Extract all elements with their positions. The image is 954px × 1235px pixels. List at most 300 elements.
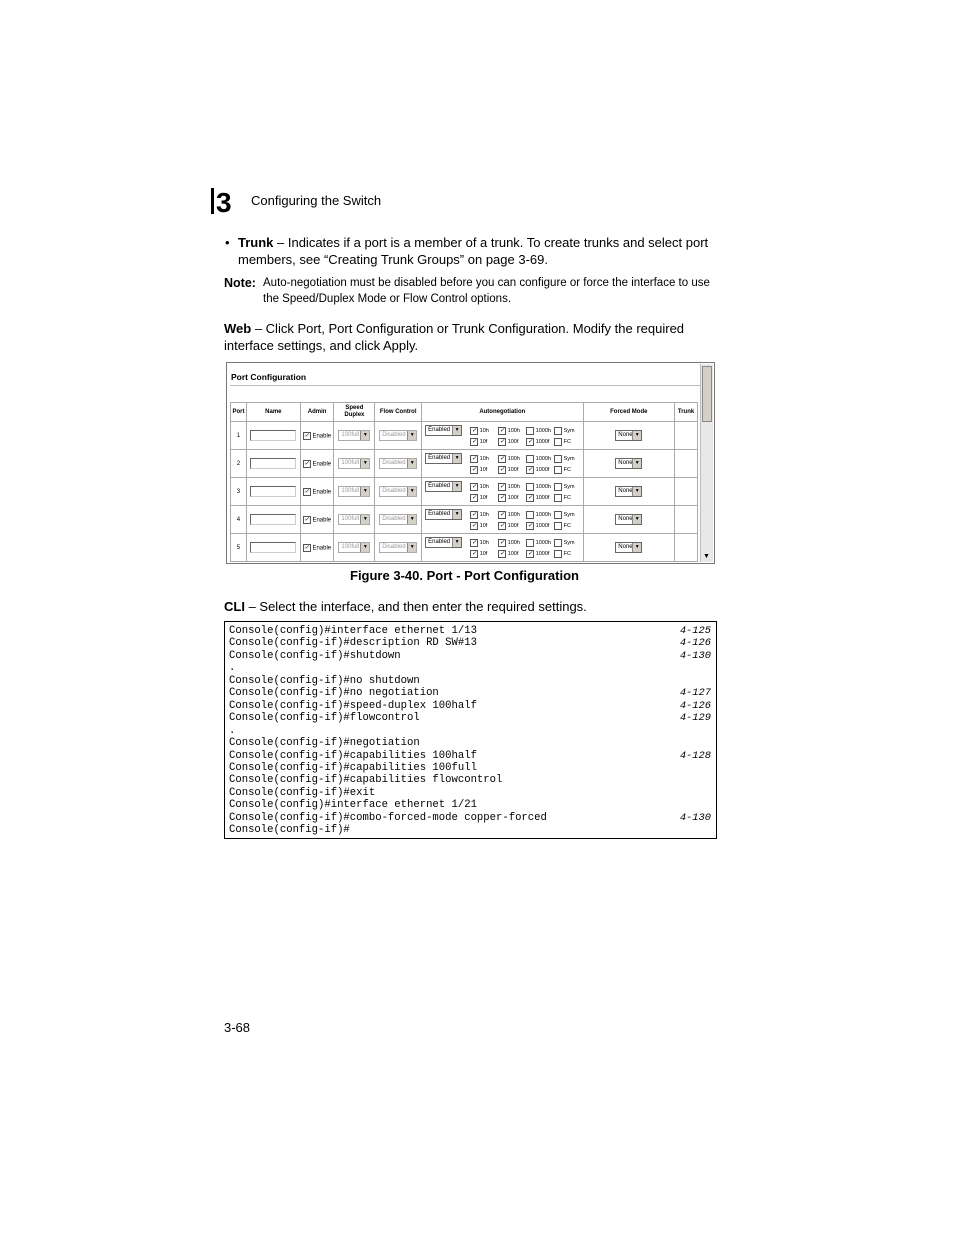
code-page-ref: 4-128 bbox=[679, 749, 711, 762]
cap-label: Sym bbox=[563, 428, 575, 434]
figure-caption: Figure 3-40. Port - Port Configuration bbox=[350, 568, 579, 583]
autoneg-cell bbox=[422, 534, 583, 562]
cap-checkbox[interactable]: ✓ bbox=[471, 438, 477, 445]
cap-label: 1000f bbox=[535, 467, 550, 473]
cap-option[interactable] bbox=[526, 510, 554, 521]
name-cell bbox=[246, 478, 300, 506]
cap-option[interactable] bbox=[526, 482, 554, 493]
code-line: . bbox=[229, 724, 236, 737]
title-divider bbox=[230, 385, 710, 386]
cap-checkbox[interactable]: ✓ bbox=[527, 550, 533, 557]
cap-checkbox[interactable]: ✓ bbox=[471, 427, 477, 434]
port-row bbox=[231, 478, 698, 506]
code-line: Console(config)#interface ethernet 1/21 bbox=[229, 799, 477, 812]
cap-label: 1000h bbox=[535, 484, 551, 490]
name-cell bbox=[246, 422, 300, 450]
forced-value: None bbox=[618, 460, 633, 466]
code-line: Console(config-if)#flowcontrol bbox=[229, 712, 420, 725]
flow-cell bbox=[375, 506, 422, 534]
cap-checkbox[interactable]: ✓ bbox=[471, 522, 477, 529]
autoneg-cell bbox=[422, 450, 583, 478]
admin-enable-checkbox[interactable]: ✓ bbox=[304, 432, 310, 439]
cap-label: 10h bbox=[479, 540, 489, 546]
code-page-ref: 4-125 bbox=[679, 625, 711, 637]
trunk-cell bbox=[675, 534, 698, 562]
cap-checkbox[interactable]: ✓ bbox=[471, 550, 477, 557]
cap-option[interactable] bbox=[498, 454, 526, 465]
col-port: Port bbox=[231, 403, 247, 422]
col-admin: Admin bbox=[300, 403, 334, 422]
cap-option[interactable] bbox=[554, 538, 582, 549]
cap-label: 10f bbox=[479, 467, 488, 473]
trunk-cell bbox=[675, 478, 698, 506]
cap-label: 100h bbox=[507, 456, 520, 462]
cap-label: 10h bbox=[479, 456, 489, 462]
cap-checkbox[interactable]: ✓ bbox=[499, 455, 505, 462]
cap-checkbox[interactable]: ✓ bbox=[471, 494, 477, 501]
code-page-ref: 4-130 bbox=[679, 811, 711, 824]
col-trunk: Trunk bbox=[675, 403, 698, 422]
chevron-down-icon: ▼ bbox=[407, 487, 416, 496]
code-line: Console(config-if)#no shutdown bbox=[229, 674, 420, 687]
code-page-ref: 4-127 bbox=[679, 687, 711, 700]
cap-label: 100f bbox=[507, 467, 519, 473]
cap-label: 1000f bbox=[535, 551, 550, 557]
autoneg-value: Enabled bbox=[428, 539, 451, 545]
cap-option[interactable] bbox=[470, 493, 498, 504]
cap-label: 100f bbox=[507, 495, 519, 501]
cap-checkbox[interactable]: ✓ bbox=[499, 483, 505, 490]
port-name-input[interactable] bbox=[250, 458, 296, 469]
chevron-down-icon: ▼ bbox=[360, 459, 369, 468]
forced-cell bbox=[583, 506, 675, 534]
cap-checkbox[interactable]: ✓ bbox=[499, 427, 505, 434]
cap-checkbox[interactable] bbox=[554, 455, 562, 463]
chevron-down-icon: ▼ bbox=[452, 454, 461, 463]
code-page-ref: 4-130 bbox=[679, 649, 711, 662]
admin-cell bbox=[300, 478, 334, 506]
cap-checkbox[interactable]: ✓ bbox=[499, 550, 505, 557]
cap-label: 100h bbox=[507, 512, 520, 518]
cap-option[interactable] bbox=[470, 521, 498, 532]
port-row bbox=[231, 506, 698, 534]
cap-checkbox[interactable] bbox=[526, 483, 534, 491]
chevron-down-icon: ▼ bbox=[452, 426, 461, 435]
autonegotiation-select[interactable] bbox=[425, 453, 462, 464]
note-text: Auto-negotiation must be disabled before you can configure or force the interface to use the Speed/Duplex Mode or Flow Control options. bbox=[263, 277, 710, 305]
flow-cell bbox=[375, 422, 422, 450]
chevron-down-icon: ▼ bbox=[360, 431, 369, 440]
port-number: 4 bbox=[231, 506, 247, 534]
code-line: Console(config-if)#speed-duplex 100half bbox=[229, 699, 477, 712]
cap-label: Sym bbox=[563, 512, 575, 518]
capabilities bbox=[470, 538, 585, 560]
cap-option[interactable] bbox=[498, 538, 526, 549]
cap-option[interactable] bbox=[554, 493, 582, 504]
flow-control-select[interactable] bbox=[379, 542, 417, 553]
chevron-down-icon: ▼ bbox=[407, 515, 416, 524]
code-line: Console(config-if)#capabilities flowcontrol bbox=[229, 774, 503, 787]
port-name-input[interactable] bbox=[250, 486, 296, 497]
cap-option[interactable] bbox=[470, 510, 498, 521]
flow-value: Disabled bbox=[382, 544, 406, 550]
chevron-down-icon: ▼ bbox=[407, 543, 416, 552]
cap-label: Sym bbox=[563, 540, 575, 546]
chevron-down-icon: ▼ bbox=[452, 482, 461, 491]
cap-option[interactable] bbox=[498, 521, 526, 532]
chevron-down-icon: ▼ bbox=[452, 510, 461, 519]
col-flow-control: Flow Control bbox=[375, 403, 422, 422]
cap-option[interactable] bbox=[470, 465, 498, 476]
code-line: Console(config-if)#negotiation bbox=[229, 737, 420, 750]
autoneg-cell bbox=[422, 478, 583, 506]
chevron-down-icon: ▼ bbox=[360, 515, 369, 524]
scroll-down-icon[interactable]: ▼ bbox=[703, 553, 710, 560]
autoneg-value: Enabled bbox=[428, 427, 451, 433]
cap-option[interactable] bbox=[554, 426, 582, 437]
cap-label: 10h bbox=[479, 484, 489, 490]
cap-option[interactable] bbox=[470, 437, 498, 448]
speed-duplex-select[interactable] bbox=[338, 486, 370, 497]
chapter-title: Configuring the Switch bbox=[251, 193, 382, 208]
autonegotiation-select[interactable] bbox=[425, 537, 462, 548]
cap-label: 10h bbox=[479, 512, 489, 518]
cap-option[interactable] bbox=[554, 549, 582, 560]
flow-control-select[interactable] bbox=[379, 514, 417, 525]
cap-checkbox[interactable]: ✓ bbox=[471, 539, 477, 546]
admin-enable-checkbox[interactable]: ✓ bbox=[304, 544, 310, 551]
port-table bbox=[230, 402, 698, 562]
cap-checkbox[interactable]: ✓ bbox=[499, 466, 505, 473]
cap-checkbox[interactable]: ✓ bbox=[499, 522, 505, 529]
forced-mode-select[interactable] bbox=[615, 458, 642, 469]
cap-checkbox[interactable]: ✓ bbox=[471, 511, 477, 518]
cap-label: 10f bbox=[479, 523, 488, 529]
admin-cell bbox=[300, 534, 334, 562]
note-label: Note: bbox=[224, 276, 256, 290]
admin-enable-checkbox[interactable]: ✓ bbox=[304, 460, 310, 467]
flow-value: Disabled bbox=[382, 432, 406, 438]
chevron-down-icon: ▼ bbox=[632, 431, 641, 440]
cap-option[interactable] bbox=[554, 482, 582, 493]
cap-checkbox[interactable]: ✓ bbox=[527, 522, 533, 529]
cap-checkbox[interactable]: ✓ bbox=[471, 455, 477, 462]
autonegotiation-select[interactable] bbox=[425, 481, 462, 492]
cap-checkbox[interactable]: ✓ bbox=[527, 438, 533, 445]
cap-option[interactable] bbox=[470, 454, 498, 465]
scrollbar-thumb[interactable] bbox=[702, 366, 712, 422]
cap-option[interactable] bbox=[498, 437, 526, 448]
cap-label: Sym bbox=[563, 456, 575, 462]
trunk-cell bbox=[675, 506, 698, 534]
capabilities bbox=[470, 454, 585, 476]
flow-control-select[interactable] bbox=[379, 486, 417, 497]
trunk-cell bbox=[675, 450, 698, 478]
port-configuration-screenshot bbox=[226, 362, 715, 564]
speed-duplex-select[interactable] bbox=[338, 430, 370, 441]
cap-checkbox[interactable] bbox=[554, 539, 562, 547]
cap-option[interactable] bbox=[498, 510, 526, 521]
code-line: Console(config-if)#capabilities 100full bbox=[229, 761, 477, 774]
svg-text:3: 3 bbox=[216, 187, 232, 216]
cap-option[interactable] bbox=[554, 510, 582, 521]
forced-mode-select[interactable] bbox=[615, 542, 642, 553]
admin-enable-checkbox[interactable]: ✓ bbox=[304, 488, 310, 495]
code-page-ref: 4-126 bbox=[679, 637, 711, 650]
cap-option[interactable] bbox=[498, 549, 526, 560]
cap-checkbox[interactable]: ✓ bbox=[471, 466, 477, 473]
port-row bbox=[231, 534, 698, 562]
cap-option[interactable] bbox=[526, 549, 554, 560]
col-autonegotiation: Autonegotiation bbox=[422, 403, 583, 422]
speed-duplex-select[interactable] bbox=[338, 542, 370, 553]
chevron-down-icon: ▼ bbox=[632, 487, 641, 496]
flow-control-select[interactable] bbox=[379, 458, 417, 469]
chevron-down-icon: ▼ bbox=[360, 487, 369, 496]
cap-label: FC bbox=[563, 523, 571, 529]
cap-option[interactable] bbox=[554, 437, 582, 448]
cli-term: CLI bbox=[224, 599, 245, 614]
speed-cell bbox=[334, 534, 375, 562]
speed-cell bbox=[334, 478, 375, 506]
page-number: 3-68 bbox=[224, 1020, 251, 1035]
cap-label: 10f bbox=[479, 551, 488, 557]
cap-checkbox[interactable] bbox=[526, 539, 534, 547]
cap-label: FC bbox=[563, 439, 571, 445]
col-forced-mode: Forced Mode bbox=[583, 403, 675, 422]
flow-value: Disabled bbox=[382, 488, 406, 494]
speed-cell bbox=[334, 506, 375, 534]
name-cell bbox=[246, 534, 300, 562]
cap-option[interactable] bbox=[526, 521, 554, 532]
cap-option[interactable] bbox=[498, 493, 526, 504]
name-cell bbox=[246, 506, 300, 534]
col-speed-duplex bbox=[334, 403, 375, 422]
autonegotiation-select[interactable] bbox=[425, 509, 462, 520]
screenshot-title: Port Configuration bbox=[231, 372, 307, 382]
capabilities bbox=[470, 510, 585, 532]
forced-mode-select[interactable] bbox=[615, 486, 642, 497]
cap-option[interactable] bbox=[498, 482, 526, 493]
forced-cell bbox=[583, 478, 675, 506]
cap-option[interactable] bbox=[526, 493, 554, 504]
chevron-down-icon: ▼ bbox=[632, 459, 641, 468]
cap-label: 10f bbox=[479, 439, 488, 445]
cap-label: FC bbox=[563, 495, 571, 501]
cap-option[interactable] bbox=[470, 538, 498, 549]
code-line: Console(config-if)#no negotiation bbox=[229, 687, 439, 700]
cap-checkbox[interactable] bbox=[554, 438, 562, 446]
cap-label: FC bbox=[563, 551, 571, 557]
code-line: Console(config-if)#shutdown bbox=[229, 649, 401, 662]
port-number: 1 bbox=[231, 422, 247, 450]
cap-option[interactable] bbox=[470, 426, 498, 437]
cap-checkbox[interactable] bbox=[554, 427, 562, 435]
cap-checkbox[interactable]: ✓ bbox=[499, 438, 505, 445]
col-speed-duplex-label: Speed Duplex bbox=[344, 405, 365, 418]
cap-checkbox[interactable]: ✓ bbox=[471, 483, 477, 490]
trunk-cell bbox=[675, 422, 698, 450]
cap-option[interactable] bbox=[526, 426, 554, 437]
cap-checkbox[interactable]: ✓ bbox=[499, 494, 505, 501]
cap-label: 1000h bbox=[535, 512, 551, 518]
chapter-number-icon bbox=[211, 186, 239, 216]
bullet-term: Trunk bbox=[238, 235, 274, 250]
forced-mode-select[interactable] bbox=[615, 514, 642, 525]
cap-label: 1000f bbox=[535, 495, 550, 501]
cap-label: 100h bbox=[507, 428, 520, 434]
cap-option[interactable] bbox=[498, 465, 526, 476]
cap-checkbox[interactable] bbox=[554, 483, 562, 491]
port-name-input[interactable] bbox=[250, 542, 296, 553]
cap-option[interactable] bbox=[526, 538, 554, 549]
cap-option[interactable] bbox=[470, 549, 498, 560]
cap-label: 100h bbox=[507, 484, 520, 490]
web-text: – Click Port, Port Configuration or Trunk Configuration. Modify the required interface settings, and click Apply. bbox=[224, 321, 685, 353]
cap-label: 1000h bbox=[535, 428, 551, 434]
cli-paragraph bbox=[224, 598, 587, 615]
speed-duplex-select[interactable] bbox=[338, 514, 370, 525]
bullet-symbol: • bbox=[225, 235, 230, 250]
code-line: . bbox=[229, 662, 236, 675]
forced-value: None bbox=[618, 432, 633, 438]
port-name-input[interactable] bbox=[250, 514, 296, 525]
code-line: Console(config)#interface ethernet 1/13 bbox=[229, 625, 477, 637]
admin-cell bbox=[300, 450, 334, 478]
cap-option[interactable] bbox=[526, 454, 554, 465]
cap-checkbox[interactable] bbox=[526, 511, 534, 519]
col-name: Name bbox=[246, 403, 300, 422]
cap-label: 1000f bbox=[535, 439, 550, 445]
cap-label: 100h bbox=[507, 540, 520, 546]
port-row bbox=[231, 450, 698, 478]
speed-cell bbox=[334, 422, 375, 450]
cap-option[interactable] bbox=[526, 465, 554, 476]
speed-value: 100full bbox=[341, 460, 360, 466]
cap-option[interactable] bbox=[498, 426, 526, 437]
chevron-down-icon: ▼ bbox=[632, 543, 641, 552]
autoneg-value: Enabled bbox=[428, 455, 451, 461]
chevron-down-icon: ▼ bbox=[407, 431, 416, 440]
autoneg-cell bbox=[422, 506, 583, 534]
code-line: Console(config-if)# bbox=[229, 824, 350, 837]
cap-checkbox[interactable]: ✓ bbox=[499, 511, 505, 518]
code-line: Console(config-if)#combo-forced-mode copper-forced bbox=[229, 811, 547, 824]
flow-control-select[interactable] bbox=[379, 430, 417, 441]
code-page-ref: 4-129 bbox=[679, 712, 711, 725]
code-line: Console(config-if)#capabilities 100half bbox=[229, 749, 477, 762]
enable-label: Enable bbox=[312, 489, 332, 496]
capabilities bbox=[470, 426, 585, 448]
forced-cell bbox=[583, 534, 675, 562]
cap-checkbox[interactable] bbox=[554, 550, 562, 558]
forced-mode-select[interactable] bbox=[615, 430, 642, 441]
chevron-down-icon: ▼ bbox=[632, 515, 641, 524]
flow-value: Disabled bbox=[382, 516, 406, 522]
autoneg-value: Enabled bbox=[428, 483, 451, 489]
speed-value: 100full bbox=[341, 432, 360, 438]
cap-label: 1000h bbox=[535, 540, 551, 546]
cap-checkbox[interactable]: ✓ bbox=[527, 494, 533, 501]
code-page-ref: 4-126 bbox=[679, 699, 711, 712]
cap-checkbox[interactable] bbox=[554, 494, 562, 502]
cap-label: Sym bbox=[563, 484, 575, 490]
speed-value: 100full bbox=[341, 544, 360, 550]
flow-cell bbox=[375, 450, 422, 478]
cap-label: FC bbox=[563, 467, 571, 473]
cap-checkbox[interactable]: ✓ bbox=[499, 539, 505, 546]
cap-checkbox[interactable] bbox=[554, 466, 562, 474]
cap-label: 100f bbox=[507, 523, 519, 529]
chevron-down-icon: ▼ bbox=[360, 543, 369, 552]
name-cell bbox=[246, 450, 300, 478]
speed-value: 100full bbox=[341, 488, 360, 494]
flow-cell bbox=[375, 478, 422, 506]
autoneg-cell bbox=[422, 422, 583, 450]
cap-option[interactable] bbox=[554, 454, 582, 465]
cap-checkbox[interactable] bbox=[554, 511, 562, 519]
forced-value: None bbox=[618, 488, 633, 494]
forced-value: None bbox=[618, 516, 633, 522]
port-number: 3 bbox=[231, 478, 247, 506]
capabilities bbox=[470, 482, 585, 504]
cap-option[interactable] bbox=[554, 465, 582, 476]
cap-label: 100f bbox=[507, 551, 519, 557]
cap-checkbox[interactable] bbox=[554, 522, 562, 530]
port-row bbox=[231, 422, 698, 450]
cap-checkbox[interactable]: ✓ bbox=[527, 466, 533, 473]
cli-code-box bbox=[224, 621, 717, 839]
cap-option[interactable] bbox=[526, 437, 554, 448]
enable-label: Enable bbox=[312, 433, 332, 440]
admin-cell bbox=[300, 506, 334, 534]
cap-checkbox[interactable] bbox=[526, 455, 534, 463]
admin-enable-checkbox[interactable]: ✓ bbox=[304, 516, 310, 523]
cap-option[interactable] bbox=[554, 521, 582, 532]
flow-cell bbox=[375, 534, 422, 562]
cap-label: 10h bbox=[479, 428, 489, 434]
web-paragraph bbox=[224, 320, 724, 354]
admin-cell bbox=[300, 422, 334, 450]
cli-text: – Select the interface, and then enter the required settings. bbox=[244, 599, 587, 614]
cap-label: 100f bbox=[507, 439, 519, 445]
speed-cell bbox=[334, 450, 375, 478]
scrollbar[interactable] bbox=[700, 364, 713, 562]
speed-value: 100full bbox=[341, 516, 360, 522]
port-number: 5 bbox=[231, 534, 247, 562]
autoneg-value: Enabled bbox=[428, 511, 451, 517]
cap-option[interactable] bbox=[470, 482, 498, 493]
chevron-down-icon: ▼ bbox=[407, 459, 416, 468]
cap-label: 1000f bbox=[535, 523, 550, 529]
cap-checkbox[interactable] bbox=[526, 427, 534, 435]
speed-duplex-select[interactable] bbox=[338, 458, 370, 469]
forced-cell bbox=[583, 422, 675, 450]
forced-cell bbox=[583, 450, 675, 478]
autonegotiation-select[interactable] bbox=[425, 425, 462, 436]
chevron-down-icon: ▼ bbox=[452, 538, 461, 547]
cap-label: 1000h bbox=[535, 456, 551, 462]
enable-label: Enable bbox=[312, 461, 332, 468]
enable-label: Enable bbox=[312, 545, 332, 552]
web-term: Web bbox=[224, 321, 252, 336]
flow-value: Disabled bbox=[382, 460, 406, 466]
port-name-input[interactable] bbox=[250, 430, 296, 441]
enable-label: Enable bbox=[312, 517, 332, 524]
code-line: Console(config-if)#exit bbox=[229, 786, 376, 799]
forced-value: None bbox=[618, 544, 633, 550]
cap-label: 10f bbox=[479, 495, 488, 501]
